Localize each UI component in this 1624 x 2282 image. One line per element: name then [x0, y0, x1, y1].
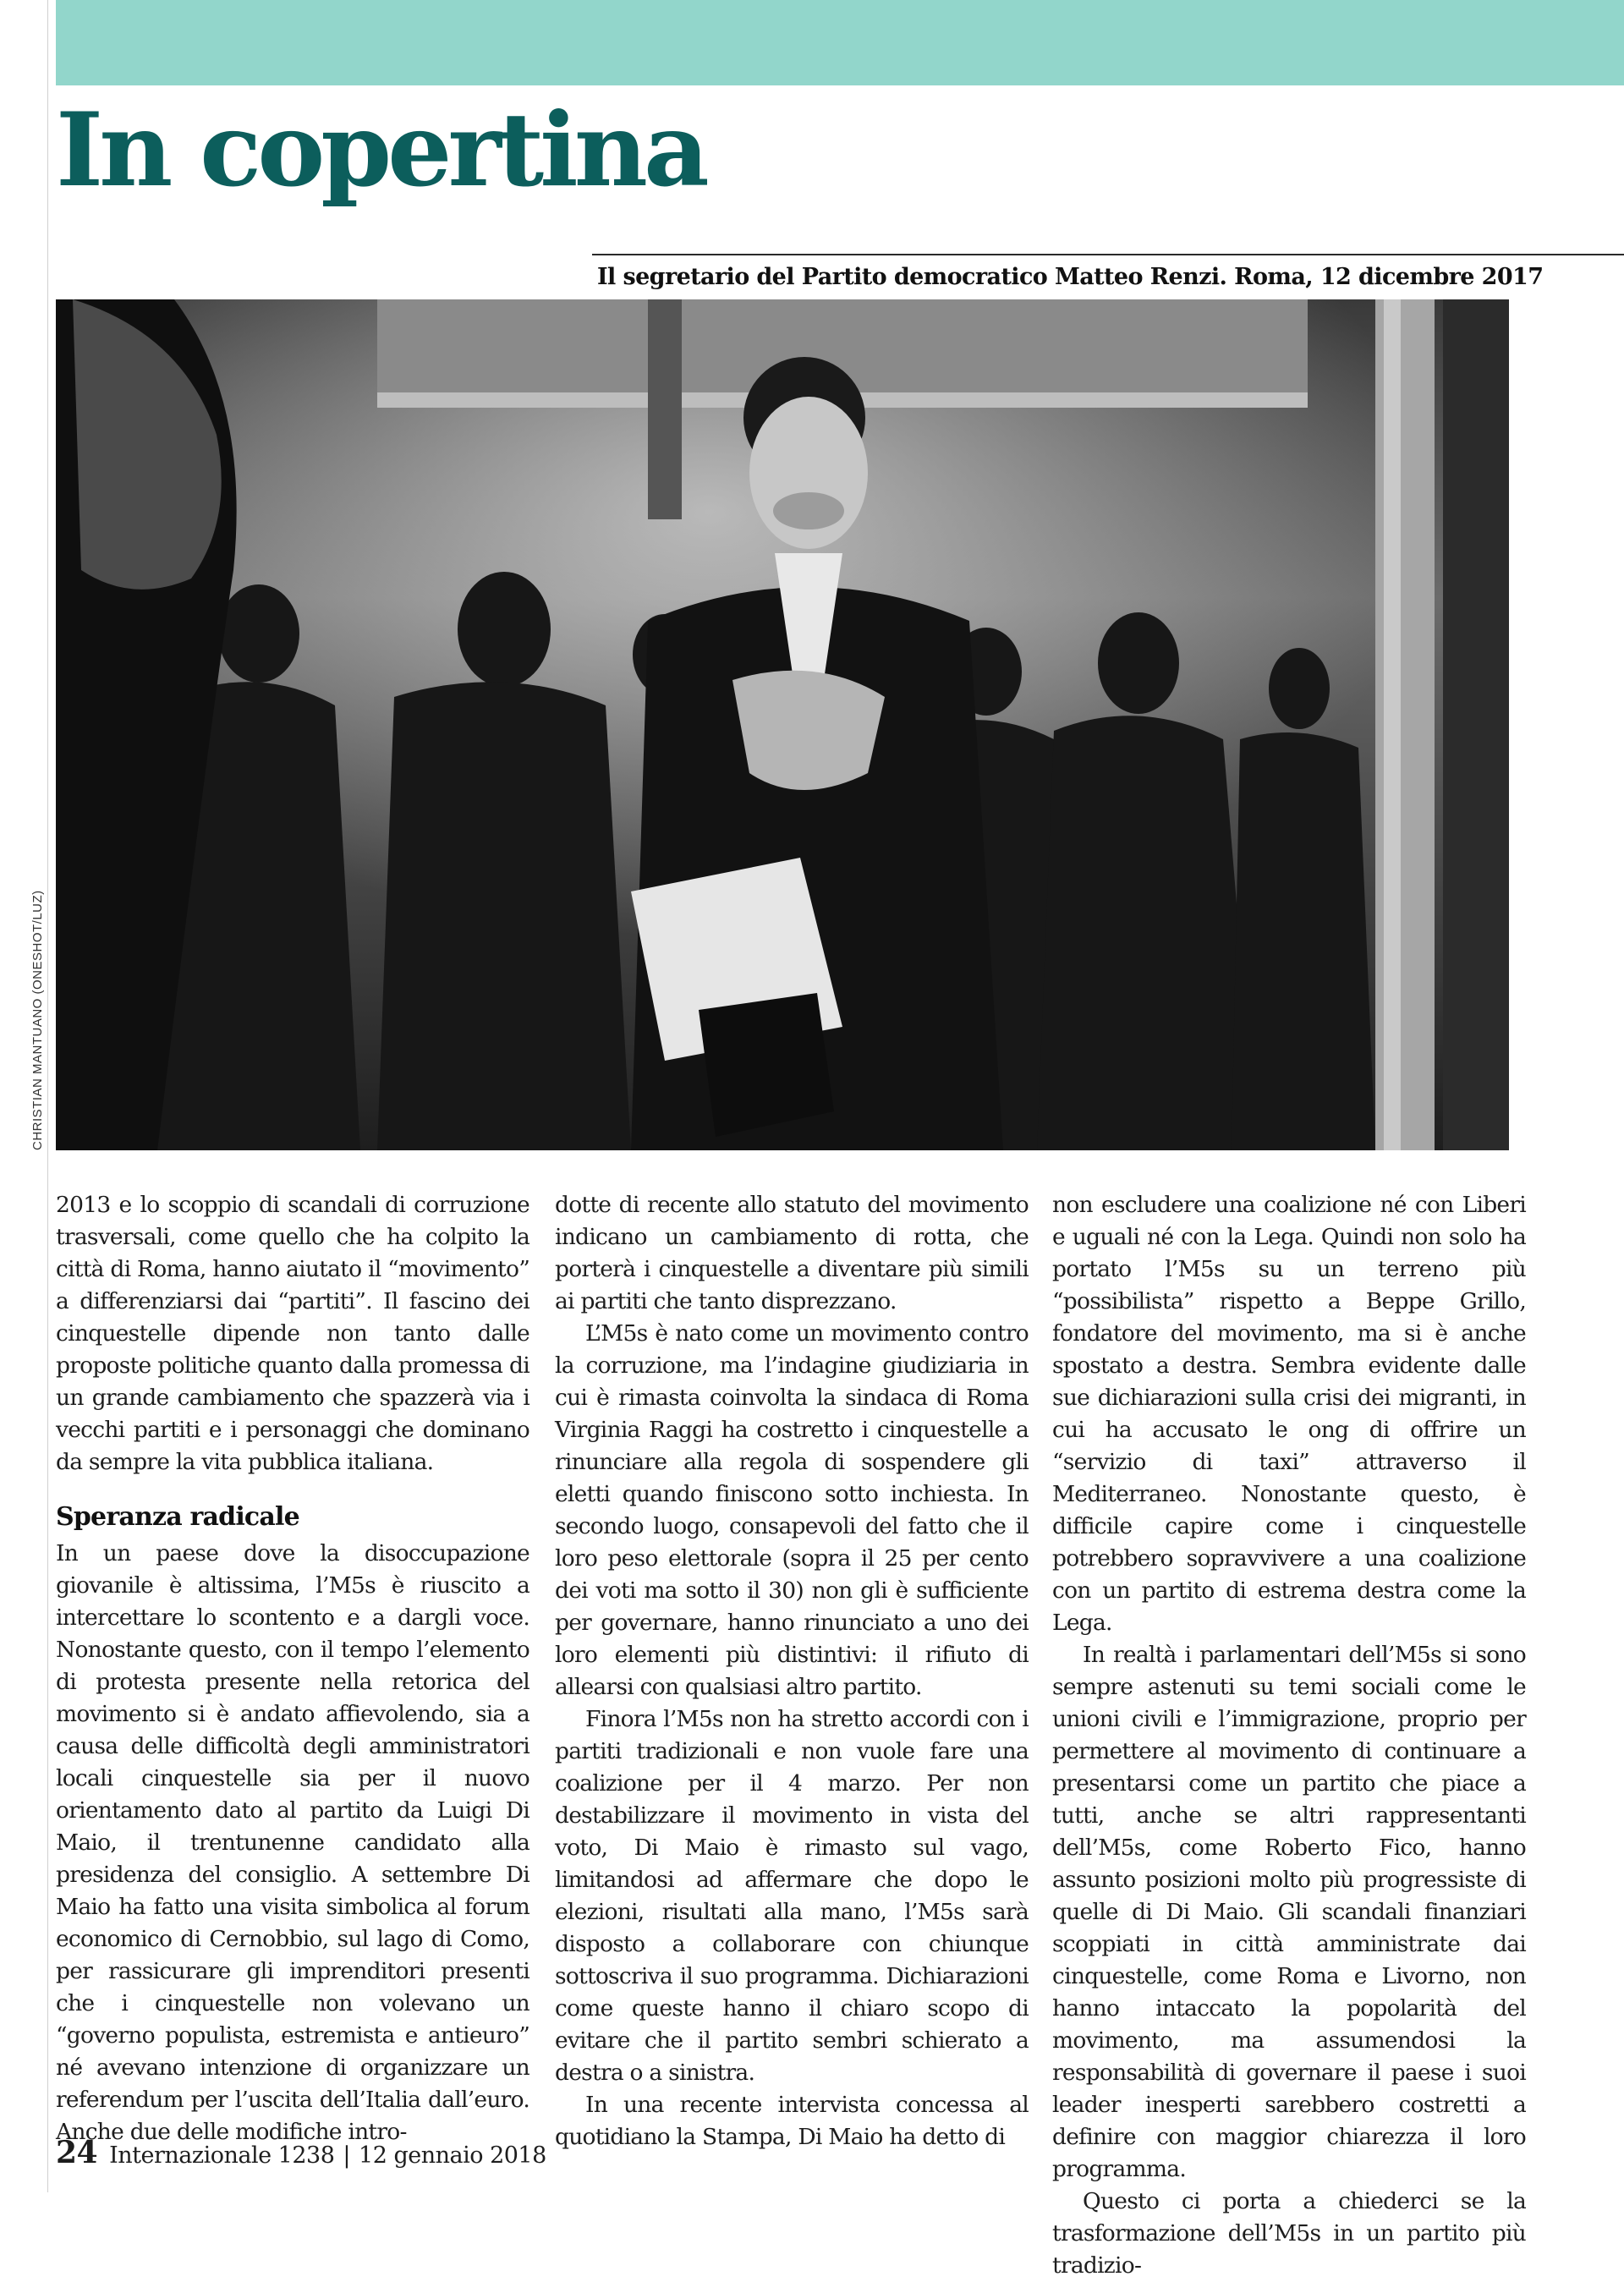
- paragraph: non escludere una coalizione né con Liberi e uguali né con la Lega. Quindi non solo ha portato l’M5s su un terreno più “possibilista” rispetto a Beppe Grillo, fondatore del movimento, ma si è anche spostato a destra. Sembra evidente dalle sue dichiarazioni sulla crisi dei migranti, in cui ha accusato le ong di offrire un “servizio di taxi” attraverso il Mediterraneo. Nonostante questo, è difficile capire come i cinquestelle potrebbero sopravvivere a una coalizione con un partito di estrema destra come la Lega.: [1052, 1192, 1526, 1636]
- paragraph: Questo ci porta a chiederci se la trasformazione dell’M5s in un partito più tradizio-: [1052, 2188, 1526, 2279]
- paragraph: 2013 e lo scoppio di scandali di corruzione trasversali, come quello che ha colpito la città di Roma, hanno aiutato il “movimento” a differenziarsi dai “partiti”. Il fascino dei cinquestelle dipende non tanto dalle proposte politiche quanto dalla promessa di un grande cambiamento che spazzerà via i vecchi partiti e i personaggi che dominano da sempre la vita pubblica italiana.: [56, 1192, 529, 1475]
- cover-photo-illustration: [56, 299, 1509, 1150]
- paragraph: In realtà i parlamentari dell’M5s si sono sempre astenuti su temi sociali come le unioni civili e l’immigrazione, proprio per permettere al movimento di continuare a presentarsi come un partito che piace a tutti, anche se altri rappresentanti dell’M5s, come Roberto Fico, hanno assunto posizioni molto più progressiste di quelle di Di Maio. Gli scandali finanziari scoppiati in città amministrate dai cinquestelle, come Roma e Livorno, non hanno intaccato la popolarità del movimento, ma assumendosi la responsabilità di governare il paese i suoi leader inesperti sarebbero costretti a definire con maggior chiarezza il loro programma.: [1052, 1642, 1526, 2182]
- page-footer: [56, 2135, 546, 2170]
- left-margin-rule: [47, 0, 48, 2192]
- paragraph: In una recente intervista concessa al quotidiano la Stampa, Di Maio ha detto di: [555, 2092, 1029, 2150]
- article-column-3: [1052, 1189, 1526, 2282]
- publication-name: Internazionale 1238: [109, 2142, 335, 2169]
- cover-photo: [56, 299, 1509, 1150]
- article-column-1: [56, 1189, 529, 2148]
- caption-rule: [592, 254, 1624, 255]
- paragraph: Finora l’M5s non ha stretto accordi con i partiti tradizionali e non vuole fare una coalizione per il 4 marzo. Per non destabilizzare il movimento in vista del voto, Di Maio è rimasto sul vago, limitandosi ad affermare che dopo le elezioni, risultati alla mano, l’M5s sarà disposto a collaborare con chiunque sottoscriva il suo programma. Dichiarazioni come queste hanno il chiaro scopo di evitare che il partito sembri schierato a destra o a sinistra.: [555, 1706, 1029, 2086]
- subheading: Speranza radicale: [56, 1502, 299, 1532]
- paragraph: In un paese dove la disoccupazione giovanile è altissima, l’M5s è riuscito a intercettare lo scontento e a dargli voce. Nonostante questo, con il tempo l’elemento di protesta presente nella retorica del movimento si è andato affievolendo, sia a causa delle difficoltà degli amministratori locali cinquestelle sia per il nuovo orientamento dato al partito da Luigi Di Maio, il trentunenne candidato alla presidenza del consiglio. A settembre Di Maio ha fatto una visita simbolica al forum economico di Cernobbio, sul lago di Como, per rassicurare gli imprenditori presenti che i cinquestelle non volevano un “governo populista, estremista e antieuro” né avevano intenzione di organizzare un referendum per l’uscita dell’Italia dall’euro. Anche due delle modifiche intro-: [56, 1540, 529, 2145]
- photo-credit: CHRISTIAN MANTUANO (ONESHOT/LUZ): [30, 890, 45, 1150]
- section-color-band: [56, 0, 1624, 85]
- page-number: 24: [56, 2135, 98, 2170]
- paragraph: L’M5s è nato come un movimento contro la corruzione, ma l’indagine giudiziaria in cui è rimasta coinvolta la sindaca di Roma Virginia Raggi ha costretto i cinquestelle a rinunciare alla regola di sospendere gli eletti quando finiscono sotto inchiesta. In secondo luogo, consapevoli del fatto che il loro peso elettorale (sopra il 25 per cento dei voti ma sotto il 30) non gli è sufficiente per governare, hanno rinunciato a uno dei loro elementi più distintivi: il rifiuto di allearsi con qualsiasi altro partito.: [555, 1320, 1029, 1700]
- article-column-2: [555, 1189, 1029, 2153]
- issue-date: 12 gennaio 2018: [359, 2142, 546, 2169]
- paragraph: dotte di recente allo statuto del movimento indicano un cambiamento di rotta, che porterà i cinquestelle a diventare più simili ai partiti che tanto disprezzano.: [555, 1192, 1029, 1314]
- section-title: In copertina: [56, 91, 705, 210]
- footer-separator: |: [343, 2142, 351, 2169]
- photo-caption: Il segretario del Partito democratico Matteo Renzi. Roma, 12 dicembre 2017: [597, 264, 1544, 290]
